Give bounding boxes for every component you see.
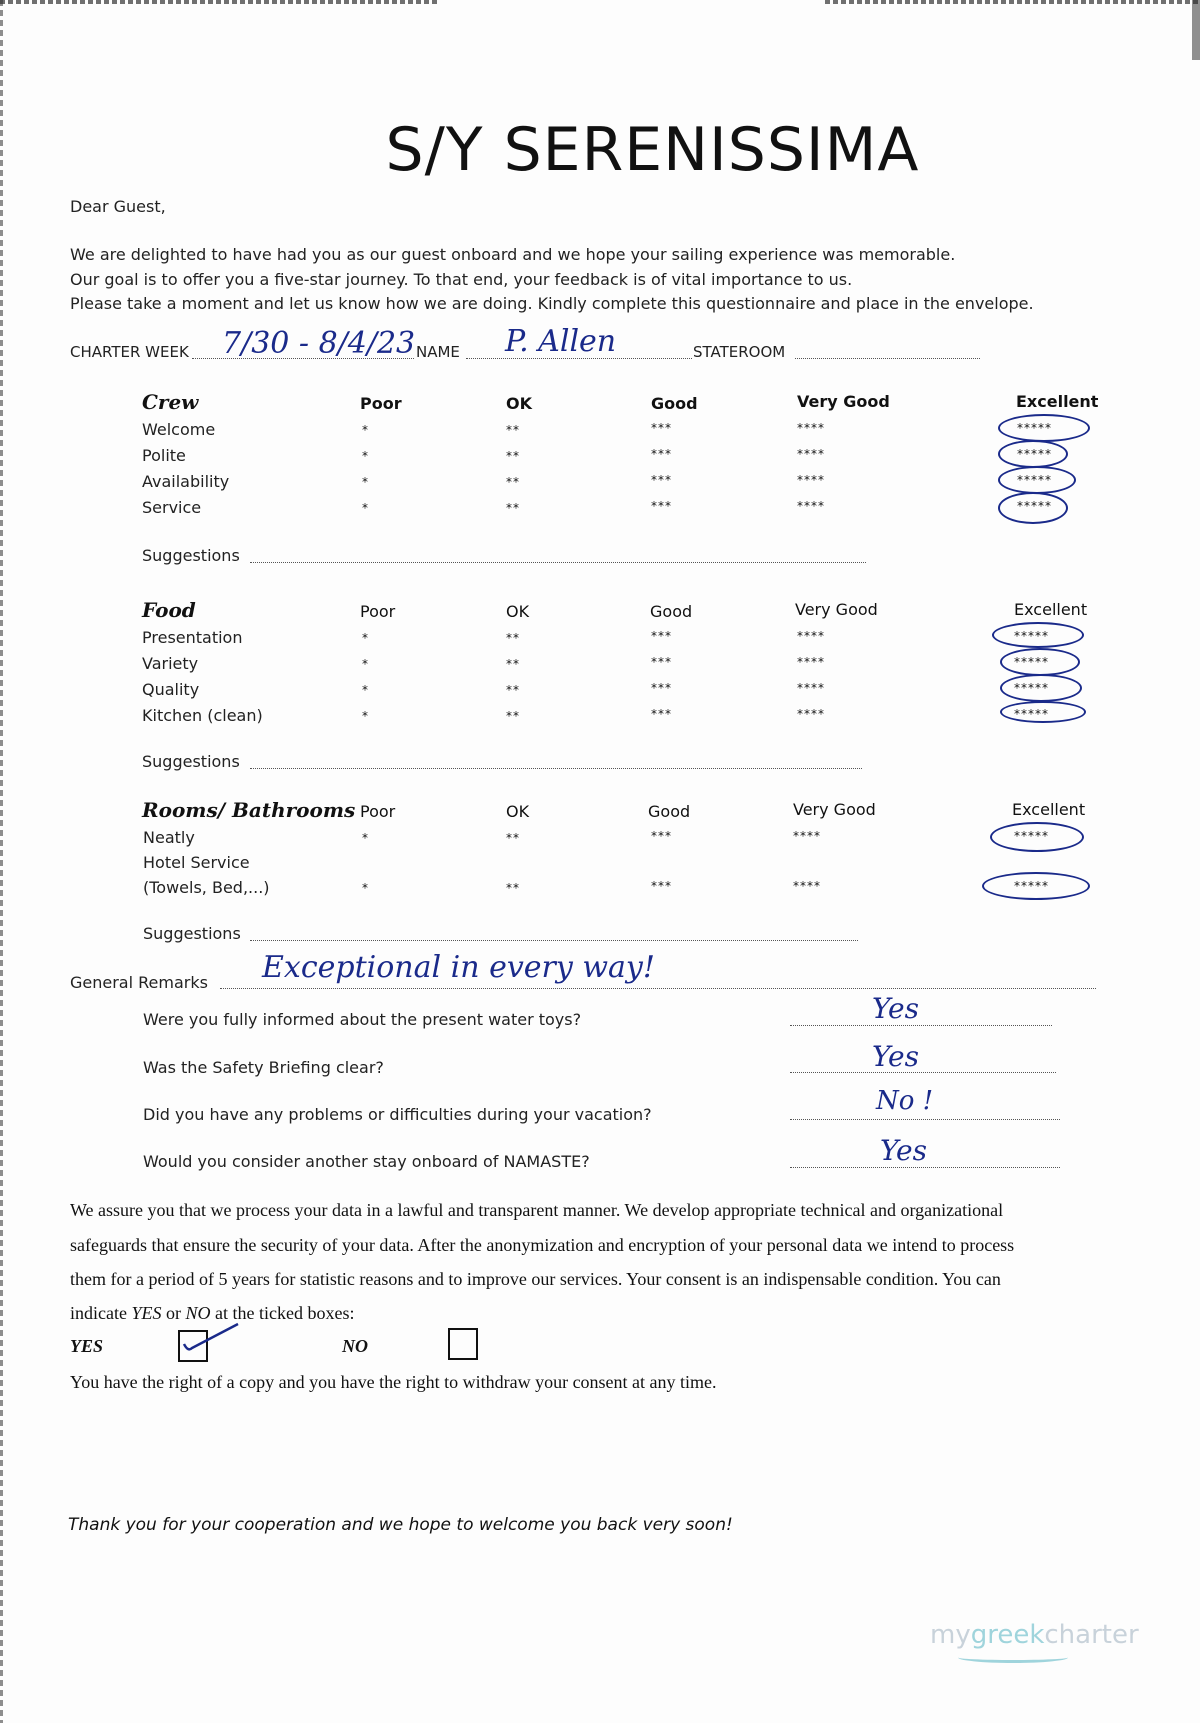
crew-col-good: Good bbox=[651, 394, 698, 413]
crew-service-circle bbox=[998, 492, 1068, 524]
question-4: Would you consider another stay onboard of NAMASTE? bbox=[143, 1152, 590, 1171]
rating-star-4[interactable]: **** bbox=[797, 629, 825, 643]
privacy-line-1: We assure you that we process your data in a lawful and transparent manner. We develop appropriate technical and organizational bbox=[70, 1200, 1004, 1220]
rating-star-1[interactable]: * bbox=[362, 709, 369, 723]
scan-edge-top-left bbox=[0, 0, 440, 4]
question-2: Was the Safety Briefing clear? bbox=[143, 1058, 384, 1077]
rating-star-4[interactable]: **** bbox=[797, 473, 825, 487]
consent-no-checkbox[interactable] bbox=[448, 1328, 478, 1360]
food-col-very-good: Very Good bbox=[795, 600, 878, 619]
rating-star-4[interactable]: **** bbox=[797, 707, 825, 721]
crew-availability-circle bbox=[998, 466, 1076, 494]
crew-suggestions-line[interactable] bbox=[250, 562, 866, 563]
food-presentation-circle bbox=[992, 622, 1084, 648]
rating-star-3[interactable]: *** bbox=[651, 829, 672, 843]
rating-star-3[interactable]: *** bbox=[651, 655, 672, 669]
rooms-row-towels: (Towels, Bed,...) bbox=[143, 878, 270, 897]
rating-star-2[interactable]: ** bbox=[506, 657, 520, 671]
indicate-yes: YES bbox=[131, 1303, 162, 1323]
crew-welcome-circle bbox=[998, 414, 1090, 442]
privacy-line-3: them for a period of 5 years for statistic reasons and to improve our services. Your consent is an indispensable condition. You can bbox=[70, 1269, 1001, 1289]
answer-line-4 bbox=[790, 1167, 1060, 1168]
intro-line-2: Our goal is to offer you a five-star journey. To that end, your feedback is of vital importance to us. bbox=[70, 270, 853, 289]
rating-star-1[interactable]: * bbox=[362, 475, 369, 489]
rating-star-3[interactable]: *** bbox=[651, 681, 672, 695]
food-col-poor: Poor bbox=[360, 602, 396, 621]
rooms-neatly-circle bbox=[990, 822, 1084, 852]
rating-star-2[interactable]: ** bbox=[506, 631, 520, 645]
rating-star-5[interactable]: ***** bbox=[1017, 447, 1052, 461]
answer-line-1 bbox=[790, 1025, 1052, 1026]
food-col-excellent: Excellent bbox=[1014, 600, 1088, 619]
rating-star-5[interactable]: ***** bbox=[1014, 707, 1049, 721]
watermark-greek: greek bbox=[970, 1620, 1045, 1650]
crew-col-excellent: Excellent bbox=[1016, 392, 1099, 411]
crew-col-ok: OK bbox=[506, 394, 532, 413]
page-title: S/Y SERENISSIMA bbox=[385, 115, 920, 185]
rooms-hotel-service-circle bbox=[982, 872, 1090, 900]
general-remarks-value[interactable]: Exceptional in every way! bbox=[262, 950, 655, 985]
intro-line-1: We are delighted to have had you as our guest onboard and we hope your sailing experience was memorable. bbox=[70, 245, 956, 264]
food-suggestions-line[interactable] bbox=[250, 768, 862, 769]
rating-star-1[interactable]: * bbox=[362, 501, 369, 515]
rating-star-5[interactable]: ***** bbox=[1017, 499, 1052, 513]
crew-row-welcome: Welcome bbox=[142, 420, 216, 439]
answer-1[interactable]: Yes bbox=[872, 992, 919, 1025]
crew-suggestions-label: Suggestions bbox=[142, 546, 240, 565]
rating-star-2[interactable]: ** bbox=[506, 501, 520, 515]
indicate-pre: indicate bbox=[70, 1303, 132, 1323]
food-variety-circle bbox=[1000, 648, 1080, 676]
stateroom-line[interactable] bbox=[795, 358, 980, 359]
rating-star-4[interactable]: **** bbox=[797, 681, 825, 695]
general-remarks-label: General Remarks bbox=[70, 973, 208, 992]
rating-star-5[interactable]: ***** bbox=[1014, 879, 1049, 893]
rating-star-4[interactable]: **** bbox=[793, 879, 821, 893]
watermark bbox=[930, 1620, 1139, 1650]
intro-line-3: Please take a moment and let us know how we are doing. Kindly complete this questionnaire and place in the envelope. bbox=[70, 294, 1034, 313]
rating-star-1[interactable]: * bbox=[362, 881, 369, 895]
name-label: NAME bbox=[416, 343, 460, 361]
rating-star-5[interactable]: ***** bbox=[1014, 829, 1049, 843]
crew-row-availability: Availability bbox=[142, 472, 230, 491]
rating-star-2[interactable]: ** bbox=[506, 475, 520, 489]
name-value[interactable]: P. Allen bbox=[505, 324, 617, 359]
answer-2[interactable]: Yes bbox=[872, 1040, 919, 1073]
rating-star-2[interactable]: ** bbox=[506, 709, 520, 723]
rating-star-1[interactable]: * bbox=[362, 683, 369, 697]
rooms-col-very-good: Very Good bbox=[793, 800, 876, 819]
rating-star-1[interactable]: * bbox=[362, 631, 369, 645]
rooms-row-hotel-service: Hotel Service bbox=[143, 853, 250, 872]
rating-star-4[interactable]: **** bbox=[797, 655, 825, 669]
scan-edge-top-right bbox=[825, 0, 1200, 4]
indicate-post: at the ticked boxes: bbox=[210, 1303, 355, 1323]
rating-star-2[interactable]: ** bbox=[506, 449, 520, 463]
rating-star-4[interactable]: **** bbox=[797, 499, 825, 513]
question-3: Did you have any problems or difficulties during your vacation? bbox=[143, 1105, 652, 1124]
crew-polite-circle bbox=[998, 440, 1068, 468]
consent-yes-label: YES bbox=[70, 1336, 104, 1356]
rating-star-3[interactable]: *** bbox=[651, 447, 672, 461]
food-row-variety: Variety bbox=[142, 654, 199, 673]
thank-you-note: Thank you for your cooperation and we hope to welcome you back very soon! bbox=[68, 1515, 733, 1535]
rating-star-2[interactable]: ** bbox=[506, 881, 520, 895]
rating-star-5[interactable]: ***** bbox=[1014, 681, 1049, 695]
rating-star-3[interactable]: *** bbox=[651, 707, 672, 721]
food-col-ok: OK bbox=[506, 602, 530, 621]
consent-no-label: NO bbox=[342, 1336, 368, 1356]
indicate-or: or bbox=[161, 1303, 186, 1323]
answer-4[interactable]: Yes bbox=[880, 1134, 927, 1167]
watermark-wave-icon bbox=[958, 1652, 1068, 1663]
watermark-charter: charter bbox=[1044, 1620, 1139, 1650]
food-row-presentation: Presentation bbox=[142, 628, 243, 647]
charter-week-value[interactable]: 7/30 - 8/4/23 bbox=[222, 326, 416, 361]
rooms-col-excellent: Excellent bbox=[1012, 800, 1086, 819]
rating-star-4[interactable]: **** bbox=[797, 447, 825, 461]
rooms-col-poor: Poor bbox=[360, 802, 396, 821]
rating-star-2[interactable]: ** bbox=[506, 423, 520, 437]
section-title-food: Food bbox=[142, 598, 196, 622]
rating-star-5[interactable]: ***** bbox=[1017, 421, 1052, 435]
scan-edge-left bbox=[0, 0, 3, 1723]
answer-3[interactable]: No ! bbox=[876, 1086, 934, 1116]
general-remarks-line bbox=[220, 988, 1096, 989]
answer-line-3 bbox=[790, 1119, 1060, 1120]
food-col-good: Good bbox=[650, 602, 693, 621]
rating-star-5[interactable]: ***** bbox=[1014, 655, 1049, 669]
question-1: Were you fully informed about the present water toys? bbox=[143, 1010, 582, 1029]
rating-star-2[interactable]: ** bbox=[506, 831, 520, 845]
right-to-withdraw: You have the right of a copy and you have the right to withdraw your consent at any time. bbox=[70, 1372, 717, 1392]
rating-star-4[interactable]: **** bbox=[797, 421, 825, 435]
rooms-col-good: Good bbox=[648, 802, 691, 821]
food-row-quality: Quality bbox=[142, 680, 200, 699]
rating-star-4[interactable]: **** bbox=[793, 829, 821, 843]
crew-col-very-good: Very Good bbox=[797, 392, 890, 411]
rooms-col-ok: OK bbox=[506, 802, 530, 821]
consent-yes-checkbox[interactable] bbox=[178, 1330, 208, 1362]
rating-star-2[interactable]: ** bbox=[506, 683, 520, 697]
rating-star-1[interactable]: * bbox=[362, 449, 369, 463]
crew-row-polite: Polite bbox=[142, 446, 186, 465]
privacy-line-2: safeguards that ensure the security of your data. After the anonymization and encryption of your personal data we intend to process bbox=[70, 1235, 1015, 1255]
rating-star-3[interactable]: *** bbox=[651, 421, 672, 435]
checkmark-icon bbox=[176, 1318, 246, 1358]
rooms-suggestions-line[interactable] bbox=[250, 940, 858, 941]
food-suggestions-label: Suggestions bbox=[142, 752, 240, 771]
food-row-kitchen: Kitchen (clean) bbox=[142, 706, 263, 725]
charter-week-label: CHARTER WEEK bbox=[70, 343, 189, 361]
rating-star-3[interactable]: *** bbox=[651, 499, 672, 513]
food-quality-circle bbox=[1000, 674, 1082, 702]
rating-star-5[interactable]: ***** bbox=[1017, 473, 1052, 487]
rating-star-5[interactable]: ***** bbox=[1014, 629, 1049, 643]
crew-row-service: Service bbox=[142, 498, 202, 517]
greeting: Dear Guest, bbox=[70, 197, 166, 216]
scan-edge-right bbox=[1192, 0, 1200, 60]
rating-star-1[interactable]: * bbox=[362, 423, 369, 437]
rating-star-3[interactable]: *** bbox=[651, 879, 672, 893]
food-kitchen-circle bbox=[1000, 701, 1086, 723]
rooms-suggestions-label: Suggestions bbox=[143, 924, 241, 943]
stateroom-label: STATEROOM bbox=[693, 343, 786, 361]
rating-star-3[interactable]: *** bbox=[651, 473, 672, 487]
rating-star-1[interactable]: * bbox=[362, 657, 369, 671]
crew-col-poor: Poor bbox=[360, 394, 402, 413]
rooms-row-neatly: Neatly bbox=[143, 828, 195, 847]
watermark-my: my bbox=[930, 1620, 971, 1650]
rating-star-1[interactable]: * bbox=[362, 831, 369, 845]
rating-star-3[interactable]: *** bbox=[651, 629, 672, 643]
answer-line-2 bbox=[790, 1072, 1056, 1073]
section-title-rooms: Rooms/ Bathrooms bbox=[142, 798, 356, 822]
section-title-crew: Crew bbox=[142, 390, 199, 414]
indicate-no: NO bbox=[185, 1303, 211, 1323]
